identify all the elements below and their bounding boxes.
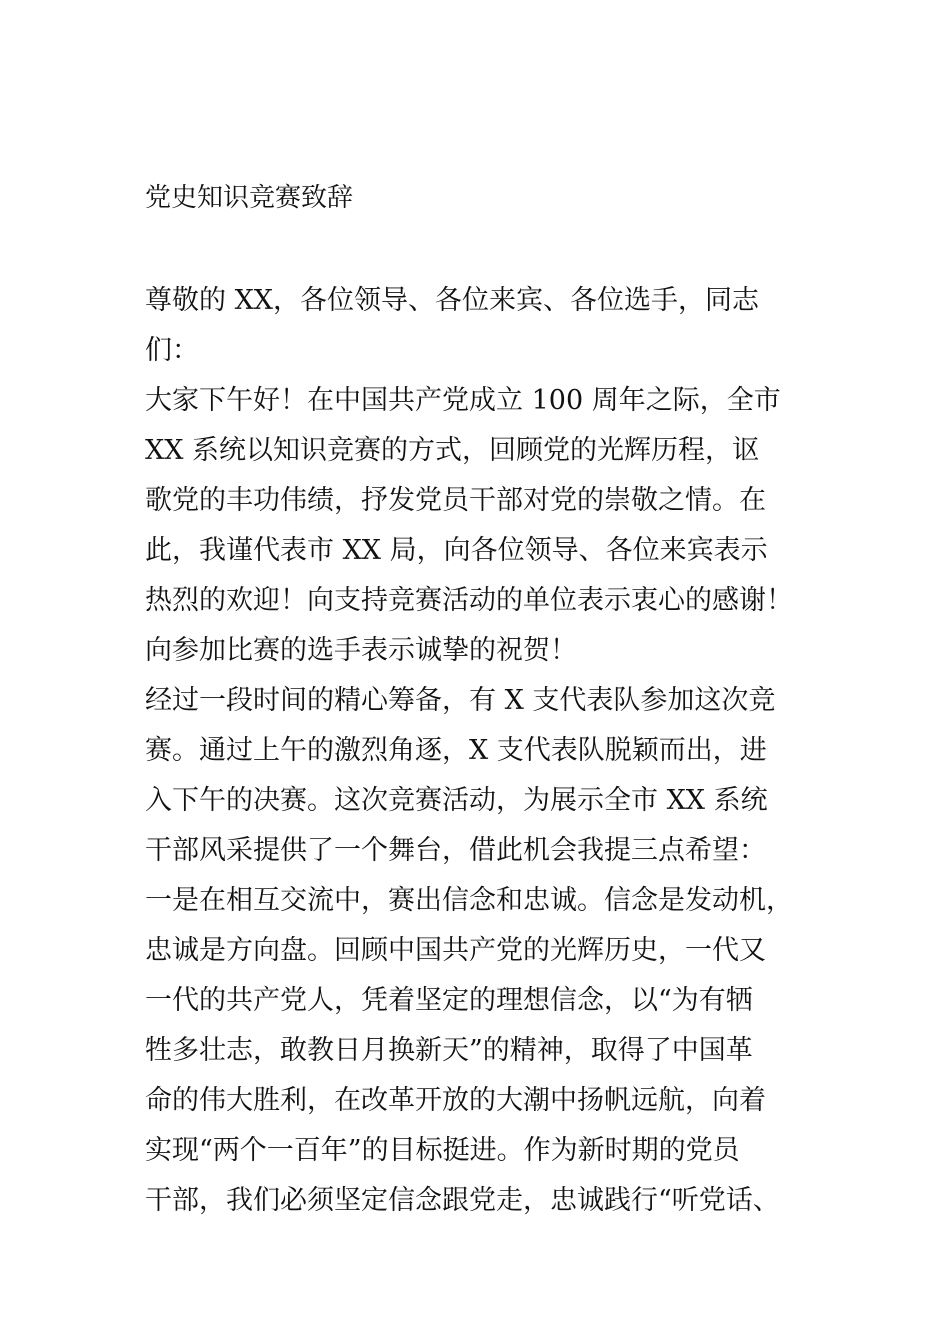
body-line: 忠诚是方向盘。回顾中国共产党的光辉历史，一代又 <box>145 935 766 966</box>
body-line: 入下午的决赛。这次竞赛活动，为展示全市 XX 系统 <box>145 785 768 816</box>
body-line: 干部，我们必须坚定信念跟党走，忠诚践行“听党话、 <box>145 1185 780 1216</box>
body-line: 此，我谨代表市 XX 局，向各位领导、各位来宾表示 <box>145 535 768 566</box>
body-line: 向参加比赛的选手表示诚挚的祝贺！ <box>145 635 577 666</box>
body-line: 干部风采提供了一个舞台，借此机会我提三点希望： <box>145 835 766 866</box>
body-line: XX 系统以知识竞赛的方式，回顾党的光辉历程，讴 <box>145 435 760 466</box>
body-line: 大家下午好！在中国共产党成立 100 周年之际，全市 <box>145 385 781 416</box>
body-line: 一是在相互交流中，赛出信念和忠诚。信念是发动机， <box>145 885 793 916</box>
document-title: 党史知识竞赛致辞 <box>145 183 354 213</box>
body-line: 实现“两个一百年”的目标挺进。作为新时期的党员 <box>145 1135 740 1166</box>
body-line: 命的伟大胜利，在改革开放的大潮中扬帆远航，向着 <box>145 1085 766 1116</box>
body-line: 一代的共产党人，凭着坚定的理想信念，以“为有牺 <box>145 985 753 1016</box>
body-line: 们： <box>145 335 199 366</box>
body-line: 歌党的丰功伟绩，抒发党员干部对党的崇敬之情。在 <box>145 485 766 516</box>
body-line: 赛。通过上午的激烈角逐，X 支代表队脱颖而出，进 <box>145 735 767 766</box>
body-line: 尊敬的 XX，各位领导、各位来宾、各位选手，同志 <box>145 285 760 316</box>
document-body <box>145 276 835 1226</box>
body-line: 经过一段时间的精心筹备，有 X 支代表队参加这次竞 <box>145 685 776 716</box>
body-line: 热烈的欢迎！向支持竞赛活动的单位表示衷心的感谢！ <box>145 585 793 616</box>
body-line: 牲多壮志，敢教日月换新天”的精神，取得了中国革 <box>145 1035 753 1066</box>
